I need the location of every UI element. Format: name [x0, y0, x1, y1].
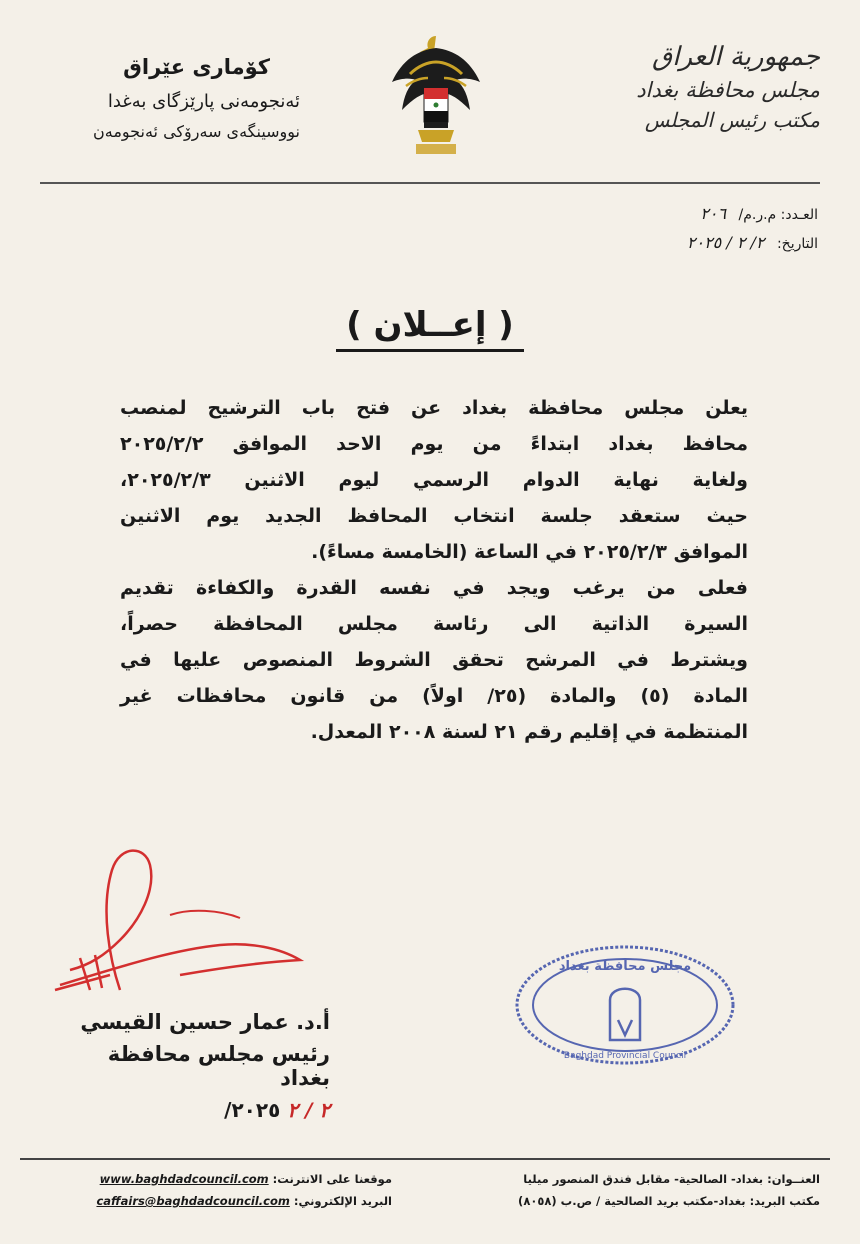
body-line: يعلن مجلس محافظة بغداد عن فتح باب الترشيح لمنصب: [120, 397, 748, 419]
reference-number-value: ٢٠٦: [700, 204, 727, 223]
body-line: حيث ستعقد جلسة انتخاب المحافظ الجديد يوم الاثنين: [120, 505, 748, 527]
iraq-eagle-emblem-icon: [388, 30, 484, 160]
email-label: البريد الإلكتروني:: [293, 1194, 392, 1208]
kurdish-office: نووسینگەی سەرۆکی ئەنجومەن: [93, 122, 300, 141]
header-divider: [40, 182, 820, 184]
footer-contact: [22, 1168, 392, 1212]
signatory-name: أ.د. عمار حسين القيسي: [80, 1010, 330, 1034]
reference-date-label: التاريخ:: [776, 236, 818, 252]
signatory-date-handwritten: ٢ / ٢: [287, 1098, 330, 1122]
footer-postal-line: [460, 1190, 820, 1212]
kurdish-council: ئەنجومەنی پارێزگای بەغدا: [107, 91, 300, 112]
website-link[interactable]: www.baghdadcouncil.com: [99, 1172, 269, 1186]
arabic-country: جمهورية العراق: [652, 42, 820, 72]
address-value: بغداد- الصالحية- مقابل فندق المنصور ميليا: [523, 1172, 764, 1186]
footer-email-line: [22, 1190, 392, 1212]
signatory-role: رئيس مجلس محافظة بغداد: [107, 1042, 330, 1090]
stamp-english-text: Baghdad Provincial Council: [563, 1051, 687, 1061]
address-label: العنــوان:: [767, 1172, 820, 1186]
body-line: فعلى من يرغب ويجد في نفسه القدرة والكفاءة تقديم: [120, 577, 748, 599]
arabic-office: مكتب رئيس المجلس: [644, 108, 820, 132]
reference-date-value: ٢/ ٢ / ٢٠٢٥: [686, 233, 765, 252]
reference-date: [558, 229, 818, 258]
body-line: محافظ بغداد ابتداءً من يوم الاحد الموافق ٢٠٢٥/٢/٢: [120, 433, 748, 455]
announcement-title: [0, 305, 860, 345]
body-line: ولغاية نهاية الدوام الرسمي ليوم الاثنين ٢٠٢٥/٢/٣،: [120, 469, 748, 491]
reference-number: [558, 200, 818, 229]
body-line: السيرة الذاتية الى رئاسة مجلس المحافظة حصراً،: [120, 613, 748, 635]
kurdish-letterhead: [40, 55, 300, 141]
footer-website-line: [22, 1168, 392, 1190]
arabic-council: مجلس محافظة بغداد: [636, 78, 820, 102]
announcement-title-text: ( إعــلان ): [336, 305, 524, 352]
reference-block: [558, 200, 818, 258]
body-line: الموافق ٢٠٢٥/٢/٣ في الساعة (الخامسة مساءً).: [311, 541, 748, 563]
footer-address-line: [460, 1168, 820, 1190]
signatory-date-printed: ٢٠٢٥/: [224, 1098, 281, 1122]
announcement-body: [120, 390, 748, 750]
handwritten-signature: [50, 840, 320, 1020]
body-line: المنتظمة في إقليم رقم ٢١ لسنة ٢٠٠٨ المعدل.: [310, 721, 748, 743]
footer-divider: [20, 1158, 830, 1160]
postal-value: بغداد-مكتب بريد الصالحية / ص.ب (٨٠٥٨): [518, 1194, 746, 1208]
reference-number-label: العـدد: م.ر.م/: [738, 207, 818, 223]
council-stamp: [510, 940, 740, 1070]
arabic-letterhead: [590, 42, 820, 132]
website-label: موقعنا على الانترنت:: [272, 1172, 392, 1186]
postal-label: مكتب البريد:: [749, 1194, 820, 1208]
email-link[interactable]: caffairs@baghdadcouncil.com: [96, 1194, 290, 1208]
footer-address: [460, 1168, 820, 1212]
stamp-arabic-text: مجلس محافظة بغداد: [558, 959, 692, 974]
signatory-block: [60, 1010, 330, 1122]
kurdish-country: کۆماری عێراق: [123, 55, 270, 79]
signatory-date: [60, 1098, 330, 1122]
body-line: ويشترط في المرشح تحقق الشروط المنصوص عليها في: [120, 649, 748, 671]
body-line: المادة (٥) والمادة (٢٥/ اولاً) من قانون محافظات غير: [120, 685, 748, 707]
